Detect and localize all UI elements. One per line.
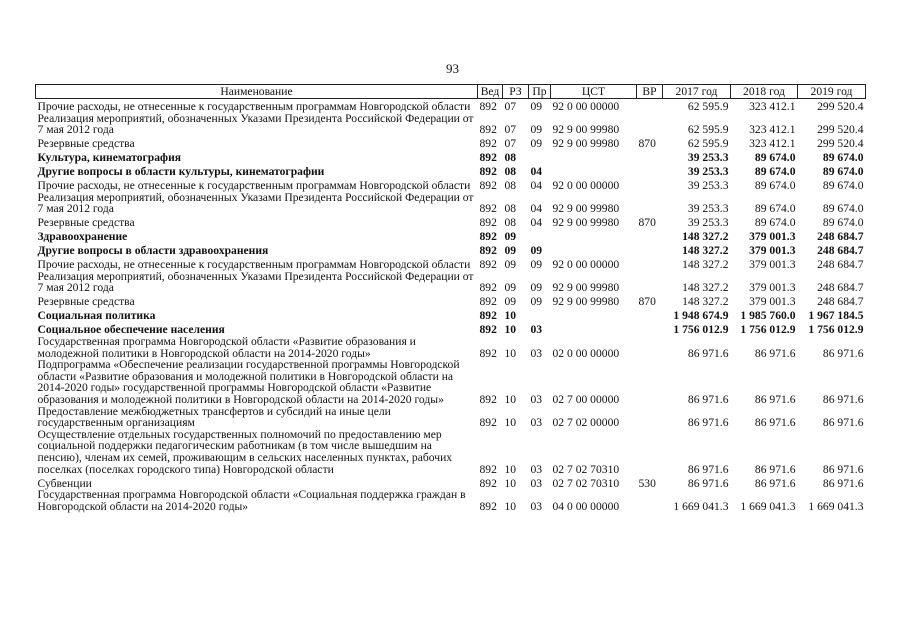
table-row [36, 429, 866, 475]
cell-department: 892 [479, 151, 497, 165]
cell-department: 892 [479, 216, 497, 230]
cell-target-article: 92 0 00 00000 [552, 179, 620, 193]
cell-subsection: 04 [530, 202, 543, 216]
cell-expense-type [637, 150, 663, 164]
cell-expense-type [637, 243, 663, 257]
column-header: 2017 год [663, 85, 731, 99]
cell-department: 892 [479, 416, 497, 430]
cell-amount-2017: 86 971.6 [687, 416, 729, 430]
table-row [36, 164, 866, 178]
table-row [36, 322, 866, 336]
cell-department: 892 [479, 323, 497, 337]
cell-amount-2017: 1 669 041.3 [673, 499, 729, 513]
cell-section: 09 [504, 244, 517, 258]
row-name: Реализация мероприятий, обозначенных Указами Президента Российской Федерации от 7 мая 2012 года [37, 190, 474, 216]
cell-target-article: 02 7 00 00000 [552, 393, 620, 407]
cell-amount-2018: 1 669 041.3 [740, 499, 796, 513]
cell-expense-type [637, 406, 663, 429]
cell-subsection: 03 [530, 393, 543, 407]
cell-section: 08 [504, 165, 517, 179]
page-number: 93 [446, 61, 459, 76]
cell-department: 892 [479, 137, 497, 151]
cell-amount-2019: 86 971.6 [822, 346, 864, 360]
table-row [36, 294, 866, 308]
cell-subsection: 03 [530, 499, 543, 513]
cell-amount-2018: 89 674.0 [754, 202, 796, 216]
cell-subsection [529, 308, 551, 322]
cell-department: 892 [479, 346, 497, 360]
cell-department: 892 [479, 244, 497, 258]
cell-amount-2019: 89 674.0 [822, 216, 864, 230]
cell-section: 08 [504, 202, 517, 216]
row-name: Предоставление межбюджетных трансфертов и субсидий на иные цели государственным организациям [37, 404, 391, 430]
cell-target-article: 02 7 02 00000 [552, 416, 620, 430]
table-row [36, 308, 866, 322]
cell-expense-type [637, 336, 663, 359]
cell-subsection: 09 [530, 295, 543, 309]
cell-expense-type [637, 164, 663, 178]
cell-target-article: 92 9 00 99980 [552, 295, 620, 309]
cell-amount-2017: 148 327.2 [682, 244, 729, 258]
cell-target-article [551, 150, 637, 164]
column-header: ЦСТ [551, 85, 637, 99]
cell-amount-2017: 86 971.6 [687, 393, 729, 407]
column-header: ВР [637, 85, 663, 99]
column-header: Вед [478, 85, 503, 99]
row-name: Другие вопросы в области культуры, кинематографии [37, 165, 325, 179]
row-name: Резервные средства [37, 216, 135, 230]
cell-subsection: 04 [530, 216, 543, 230]
cell-target-article [551, 243, 637, 257]
cell-subsection: 09 [530, 244, 543, 258]
cell-subsection: 03 [530, 476, 543, 490]
cell-amount-2019: 86 971.6 [822, 476, 864, 490]
cell-amount-2017: 86 971.6 [687, 476, 729, 490]
table-row [36, 99, 866, 113]
cell-department: 892 [479, 123, 497, 137]
cell-section: 10 [504, 309, 517, 323]
column-header: 2018 год [731, 85, 798, 99]
cell-amount-2017: 62 595.9 [687, 137, 729, 151]
cell-subsection: 04 [530, 179, 543, 193]
row-name: Резервные средства [37, 137, 135, 151]
column-header: РЗ [503, 85, 529, 99]
cell-amount-2018: 1 756 012.9 [740, 323, 796, 337]
cell-expense-type [637, 489, 663, 512]
cell-amount-2019: 248 684.7 [817, 230, 864, 244]
cell-amount-2018: 89 674.0 [754, 216, 796, 230]
cell-subsection [529, 150, 551, 164]
cell-target-article: 92 9 00 99980 [552, 281, 620, 295]
table-row [36, 229, 866, 243]
cell-subsection: 03 [530, 462, 543, 476]
row-name: Осуществление отдельных государственных полномочий по предоставлению мер социальной поддержки педагогическим работникам (в том числе вышедшим на пенсию), членам их семей, проживающим в сельских населенных пунктах, рабочих поселках (поселках городского типа) Новгородской области [37, 427, 453, 476]
cell-amount-2018: 323 412.1 [749, 123, 796, 137]
cell-department: 892 [479, 258, 497, 272]
cell-department: 892 [479, 179, 497, 193]
row-name: Реализация мероприятий, обозначенных Указами Президента Российской Федерации от 7 мая 2012 года [37, 269, 474, 295]
cell-amount-2018: 379 001.3 [749, 281, 796, 295]
cell-subsection: 03 [530, 323, 543, 337]
cell-amount-2018: 379 001.3 [749, 230, 796, 244]
cell-target-article [551, 164, 637, 178]
cell-section: 10 [504, 499, 517, 513]
cell-amount-2017: 39 253.3 [687, 202, 729, 216]
cell-expense-type [637, 178, 663, 192]
cell-amount-2019: 86 971.6 [822, 462, 864, 476]
cell-amount-2018: 379 001.3 [749, 258, 796, 272]
cell-amount-2018: 86 971.6 [754, 393, 796, 407]
cell-target-article: 04 0 00 00000 [552, 499, 620, 513]
cell-section: 10 [504, 323, 517, 337]
cell-amount-2017: 148 327.2 [682, 258, 729, 272]
cell-amount-2017: 86 971.6 [687, 346, 729, 360]
cell-department: 892 [479, 309, 497, 323]
cell-subsection: 09 [530, 137, 543, 151]
cell-department: 892 [479, 393, 497, 407]
table-row [36, 489, 866, 512]
cell-expense-type [637, 271, 663, 294]
cell-amount-2019: 299 520.4 [817, 137, 864, 151]
cell-amount-2018: 323 412.1 [749, 137, 796, 151]
cell-amount-2017: 86 971.6 [687, 462, 729, 476]
cell-section: 08 [504, 216, 517, 230]
cell-section: 07 [504, 99, 517, 113]
cell-expense-type [637, 322, 663, 336]
cell-amount-2019: 86 971.6 [822, 416, 864, 430]
cell-amount-2019: 248 684.7 [817, 295, 864, 309]
column-header: Наименование [36, 85, 478, 99]
cell-amount-2019: 248 684.7 [817, 281, 864, 295]
cell-amount-2018: 86 971.6 [754, 462, 796, 476]
cell-department: 892 [479, 202, 497, 216]
row-name: Прочие расходы, не отнесенные к государственным программам Новгородской области [37, 179, 471, 193]
cell-subsection: 09 [530, 99, 543, 113]
cell-amount-2017: 39 253.3 [687, 216, 729, 230]
cell-subsection: 04 [530, 165, 543, 179]
cell-target-article: 92 9 00 99980 [552, 123, 620, 137]
cell-expense-type [637, 99, 663, 113]
cell-target-article: 02 7 02 70310 [552, 462, 620, 476]
cell-department: 892 [479, 281, 497, 295]
cell-section: 07 [504, 137, 517, 151]
cell-section: 09 [504, 258, 517, 272]
table-row [36, 113, 866, 136]
cell-section: 09 [504, 295, 517, 309]
cell-target-article: 92 0 00 00000 [552, 99, 620, 113]
cell-section: 09 [504, 230, 517, 244]
cell-amount-2019: 89 674.0 [822, 202, 864, 216]
cell-section: 07 [504, 123, 517, 137]
cell-department: 892 [479, 99, 497, 113]
cell-expense-type [637, 308, 663, 322]
table-row [36, 178, 866, 192]
cell-amount-2019: 299 520.4 [817, 123, 864, 137]
table-row [36, 359, 866, 405]
cell-amount-2018: 323 412.1 [749, 99, 796, 113]
table-row [36, 336, 866, 359]
cell-target-article: 92 9 00 99980 [552, 137, 620, 151]
cell-amount-2017: 148 327.2 [682, 295, 729, 309]
cell-target-article: 02 7 02 70310 [552, 476, 620, 490]
cell-amount-2018: 89 674.0 [754, 151, 796, 165]
cell-target-article [551, 308, 637, 322]
cell-amount-2017: 62 595.9 [687, 123, 729, 137]
cell-section: 10 [504, 393, 517, 407]
cell-subsection [529, 229, 551, 243]
cell-amount-2019: 1 756 012.9 [808, 323, 864, 337]
cell-subsection: 03 [530, 416, 543, 430]
cell-amount-2017: 39 253.3 [687, 151, 729, 165]
cell-section: 09 [504, 281, 517, 295]
row-name: Прочие расходы, не отнесенные к государственным программам Новгородской области [37, 258, 471, 272]
cell-department: 892 [479, 230, 497, 244]
cell-target-article: 92 9 00 99980 [552, 216, 620, 230]
cell-department: 892 [479, 165, 497, 179]
cell-amount-2019: 86 971.6 [822, 393, 864, 407]
cell-amount-2017: 1 756 012.9 [673, 323, 729, 337]
cell-section: 08 [504, 151, 517, 165]
budget-table [35, 84, 866, 512]
cell-amount-2018: 89 674.0 [754, 179, 796, 193]
table-header-row [36, 85, 866, 99]
cell-amount-2018: 379 001.3 [749, 244, 796, 258]
cell-amount-2017: 39 253.3 [687, 165, 729, 179]
cell-target-article: 92 0 00 00000 [552, 258, 620, 272]
cell-amount-2017: 1 948 674.9 [673, 309, 729, 323]
cell-target-article [551, 322, 637, 336]
table-row [36, 192, 866, 215]
row-name: Социальное обеспечение населения [37, 323, 225, 337]
cell-amount-2018: 379 001.3 [749, 295, 796, 309]
cell-expense-type: 530 [638, 476, 656, 490]
cell-section: 10 [504, 462, 517, 476]
row-name: Прочие расходы, не отнесенные к государственным программам Новгородской области [37, 99, 471, 113]
cell-expense-type [637, 359, 663, 405]
row-name: Культура, кинематография [37, 151, 182, 165]
cell-amount-2019: 89 674.0 [822, 165, 864, 179]
cell-subsection: 09 [530, 258, 543, 272]
cell-department: 892 [479, 462, 497, 476]
column-header: 2019 год [798, 85, 866, 99]
cell-section: 10 [504, 476, 517, 490]
cell-expense-type [637, 113, 663, 136]
cell-expense-type: 870 [638, 137, 656, 151]
cell-amount-2018: 86 971.6 [754, 346, 796, 360]
cell-target-article: 02 0 00 00000 [552, 346, 620, 360]
cell-amount-2018: 86 971.6 [754, 416, 796, 430]
cell-expense-type: 870 [638, 216, 656, 230]
cell-amount-2019: 89 674.0 [822, 179, 864, 193]
cell-subsection: 03 [530, 346, 543, 360]
cell-subsection: 09 [530, 281, 543, 295]
row-name: Социальная политика [37, 309, 156, 323]
cell-target-article [551, 229, 637, 243]
cell-section: 10 [504, 416, 517, 430]
cell-amount-2017: 148 327.2 [682, 281, 729, 295]
cell-amount-2017: 62 595.9 [687, 99, 729, 113]
column-header: Пр [529, 85, 551, 99]
table-row [36, 243, 866, 257]
cell-expense-type [637, 257, 663, 271]
row-name: Государственная программа Новгородской области «Развитие образования и молодежной политики в Новгородской области на 2014-2020 годы» [37, 335, 416, 360]
cell-department: 892 [479, 295, 497, 309]
cell-amount-2019: 1 669 041.3 [808, 499, 864, 513]
cell-amount-2018: 1 985 760.0 [740, 309, 796, 323]
cell-department: 892 [479, 499, 497, 513]
cell-amount-2019: 89 674.0 [822, 151, 864, 165]
cell-amount-2019: 248 684.7 [817, 258, 864, 272]
cell-subsection: 09 [530, 123, 543, 137]
row-name: Государственная программа Новгородской области «Социальная поддержка граждан в Новгородской области на 2014-2020 годы» [37, 488, 466, 513]
cell-amount-2018: 89 674.0 [754, 165, 796, 179]
cell-amount-2018: 86 971.6 [754, 476, 796, 490]
table-row [36, 257, 866, 271]
cell-amount-2019: 299 520.4 [817, 99, 864, 113]
row-name: Реализация мероприятий, обозначенных Указами Президента Российской Федерации от 7 мая 2012 года [37, 111, 474, 137]
table-row [36, 136, 866, 150]
row-name: Подпрограмма «Обеспечение реализации государственной программы Новгородской области «Развитие образования и молодежной политики в Новгородской области на 2014-2020 годы» государственной программы Новгородской области «Развитие образования и молодежной политики в Новгородской области на 2014-2020 годы» [37, 358, 460, 407]
cell-department: 892 [479, 476, 497, 490]
table-row [36, 271, 866, 294]
cell-expense-type: 870 [638, 295, 656, 309]
row-name: Резервные средства [37, 295, 135, 309]
table-row [36, 215, 866, 229]
cell-expense-type [637, 229, 663, 243]
cell-expense-type [637, 429, 663, 475]
cell-section: 08 [504, 179, 517, 193]
row-name: Субвенции [37, 476, 92, 490]
row-name: Другие вопросы в области здравоохранения [37, 244, 269, 258]
cell-amount-2017: 39 253.3 [687, 179, 729, 193]
cell-amount-2019: 1 967 184.5 [808, 309, 864, 323]
row-name: Здравоохранение [37, 230, 128, 244]
table-row [36, 406, 866, 429]
cell-amount-2019: 248 684.7 [817, 244, 864, 258]
cell-target-article: 92 9 00 99980 [552, 202, 620, 216]
cell-section: 10 [504, 346, 517, 360]
cell-amount-2017: 148 327.2 [682, 230, 729, 244]
cell-expense-type [637, 192, 663, 215]
table-row [36, 150, 866, 164]
table-row [36, 475, 866, 489]
